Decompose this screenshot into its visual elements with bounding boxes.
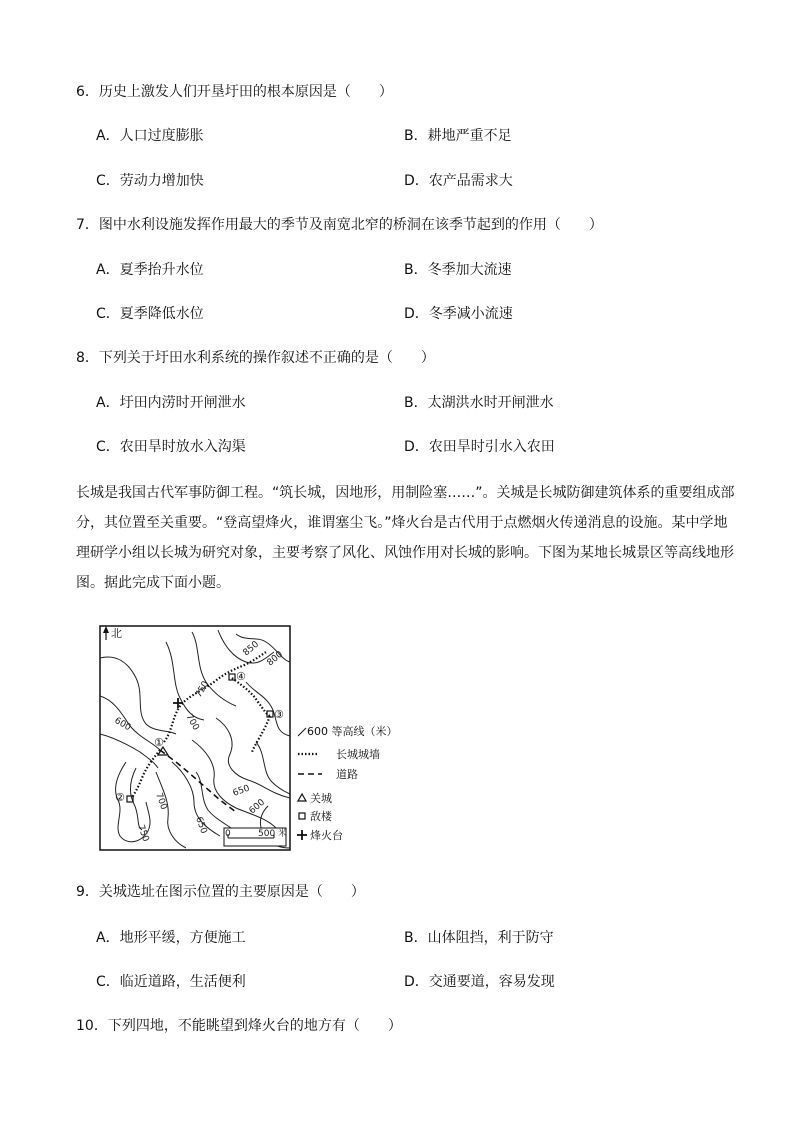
contour-value: 700 [153, 791, 169, 812]
legend-tower: 敌楼 [310, 810, 332, 823]
q6-option-a[interactable]: A．人口过度膨胀 [96, 128, 204, 144]
contour-value: 750 [193, 679, 212, 700]
contour-value: 700 [183, 712, 201, 733]
north-label: 北 [111, 627, 122, 640]
q9-option-a[interactable]: A．地形平缓，方便施工 [96, 930, 246, 946]
contour-value: 750 [135, 823, 151, 844]
question-7-stem: 7．图中水利设施发挥作用最大的季节及南宽北窄的桥洞在该季节起到的作用（ ） [76, 217, 603, 233]
question-8-stem: 8．下列关于圩田水利系统的操作叙述不正确的是（ ） [76, 350, 435, 366]
north-arrow-icon [103, 626, 109, 640]
q8-option-d[interactable]: D．农田旱时引水入农田 [404, 439, 555, 455]
legend-contour: 600 等高线（米） [307, 725, 398, 738]
q8-option-c[interactable]: C．农田旱时放水入沟渠 [96, 439, 246, 455]
q8-option-b[interactable]: B．太湖洪水时开闸泄水 [404, 395, 554, 411]
q6-option-c[interactable]: C．劳动力增加快 [96, 173, 204, 189]
q6-option-b[interactable]: B．耕地严重不足 [404, 128, 512, 144]
contour-values [113, 639, 286, 843]
point-label-4: ④ [236, 670, 246, 683]
contour-value: 800 [265, 649, 286, 669]
legend-beacon-icon [297, 830, 307, 840]
scale-text: 500 米 [258, 829, 288, 839]
q9-option-b[interactable]: B．山体阻挡，利于防守 [404, 930, 554, 946]
legend-wall: 长城城墙 [336, 748, 380, 761]
q9-option-c[interactable]: C．临近道路，生活便利 [96, 974, 246, 990]
contour-lines [100, 630, 290, 848]
contour-value: 850 [241, 639, 262, 659]
contour-value: 650 [193, 815, 209, 836]
q6-option-d[interactable]: D．农产品需求大 [404, 173, 513, 189]
scale-zero: 0 [225, 829, 231, 839]
point-label-1: ① [154, 736, 164, 749]
q9-option-d[interactable]: D．交通要道，容易发现 [404, 974, 555, 990]
point-label-2: ② [115, 791, 125, 804]
contour-map [96, 622, 398, 854]
legend-contour-icon [298, 728, 306, 736]
legend-beacon: 烽火台 [310, 829, 343, 842]
q7-option-b[interactable]: B．冬季加大流速 [404, 262, 512, 278]
contour-value: 600 [247, 797, 268, 817]
legend-tower-icon [299, 813, 305, 819]
q7-option-c[interactable]: C．夏季降低水位 [96, 306, 204, 322]
q7-option-a[interactable]: A．夏季抬升水位 [96, 262, 204, 278]
great-wall-line [132, 652, 270, 798]
legend-pass: 关城 [310, 792, 332, 805]
q7-option-d[interactable]: D．冬季减小流速 [404, 306, 513, 322]
beacon-tower-icon [173, 698, 183, 708]
map-legend [297, 724, 398, 842]
question-9-stem: 9．关城选址在图示位置的主要原因是（ ） [76, 884, 365, 900]
road-line [160, 750, 236, 812]
legend-pass-icon [298, 794, 306, 801]
legend-road: 道路 [336, 768, 358, 781]
contour-value: 650 [231, 783, 252, 799]
q8-option-a[interactable]: A．圩田内涝时开闸泄水 [96, 395, 246, 411]
point-label-3: ③ [274, 708, 284, 721]
reading-passage: 长城是我国古代军事防御工程。“筑长城，因地形，用制险塞……”。关城是长城防御建筑体系的重要组成部分，其位置至关重要。“登高望烽火，谁谓塞尘飞。”烽火台是古代用于点燃烟火传递消息的设施。某中学地理研学小组以长城为研究对象，主要考察了风化、风蚀作用对长城的影响。下图为某地长城景区等高线地形图。据此完成下面小题。 [76, 485, 735, 591]
contour-value: 600 [112, 715, 133, 734]
question-10-stem: 10．下列四地，不能眺望到烽火台的地方有（ ） [76, 1018, 402, 1034]
question-6-stem: 6．历史上激发人们开垦圩田的根本原因是（ ） [76, 84, 393, 100]
